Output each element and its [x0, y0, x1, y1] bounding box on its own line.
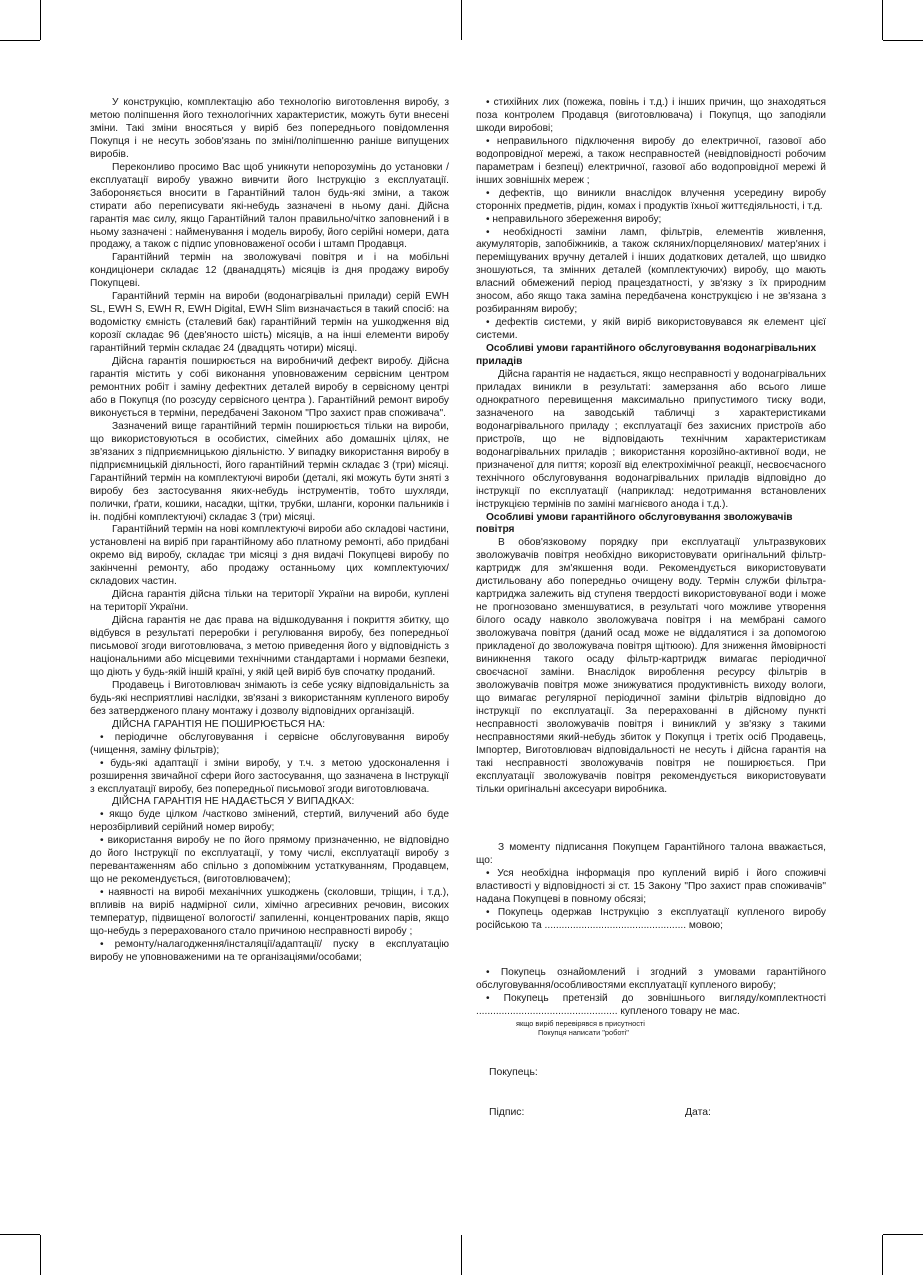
- bullet-item: • необхідності заміни ламп, фільтрів, елементів живлення, акумуляторів, запобіжників, а також скляних/порцелянових/ матер'яних і переміщуваних вручну деталей і інших додаткових деталей, що швидко зношуються, та змінних деталей (комплектуючих) виробу, що мають власний обмежений період працездатності, у зв'язку з їх природним зносом, або якщо така заміна передбачена конструкцією і не зв'язана з розбиранням виробу;: [476, 226, 826, 316]
- paragraph: ДІЙСНА ГАРАНТІЯ НЕ НАДАЄТЬСЯ У ВИПАДКАХ:: [112, 796, 355, 808]
- bullet-item: • періодичне обслуговування і сервісне обслуговування виробу (чищення, заміну фільтрів);: [90, 731, 449, 756]
- paragraph: ДІЙСНА ГАРАНТІЯ НЕ ПОШИРЮЄТЬСЯ НА:: [112, 718, 326, 730]
- crop-mark: [883, 1234, 923, 1235]
- bullet-item: • наявності на виробі механічних ушкоджень (сколовши, тріщин, і т.д.), впливів на виріб надмірної сили, хімічно агресивних речовин, високих температур, підвищеної вологості/ запиленні, концентрованих парів, якщо що-небудь з перерахованого стало причиною несправності виробу ;: [90, 887, 449, 937]
- crop-mark: [882, 1235, 883, 1275]
- buyer-label: Покупець:: [489, 1066, 538, 1078]
- signature-row: [489, 1107, 826, 1120]
- right-column: [476, 97, 826, 1120]
- fold-mark: [461, 1235, 462, 1275]
- bullet-item: • ремонту/налагодження/інсталяції/адаптації/ пуску в експлуатацію виробу не уповноваженими на те організаціями/особами;: [90, 938, 449, 963]
- bullet-item: • неправильного збереження виробу;: [486, 213, 662, 225]
- crop-mark: [883, 40, 923, 41]
- crop-mark: [0, 1234, 40, 1235]
- bullet-item: • дефектів, що виникли внаслідок влучення усередину виробу сторонніх предметів, рідин, комах і продуктів їхньої життєдіяльності, і т.д.: [476, 187, 826, 212]
- bullet-item: • Покупець одержав Інструкцію з експлуатації купленого виробу російською та .................................................. мовою;: [476, 906, 826, 931]
- paragraph: У конструкцію, комплектацію або технологію виготовлення виробу, з метою поліпшення його технологічних характеристик, можуть бути внесені зміни. Такі зміни вносяться у виріб без попереднього повідомлення Покупця і не несуть зобов'язань по зміні/поліпшенню раніше випущених виробів.: [90, 97, 449, 160]
- crop-mark: [882, 0, 883, 40]
- bullet-item: • Покупець претензій до зовнішнього вигляду/комплектності .................................................. купленого товару не мас.: [476, 992, 826, 1017]
- paragraph: Дійсна гарантія поширюється на виробничий дефект виробу. Дійсна гарантія містить у собі виконання уповноваженим сервісним центром ремонтних робіт і заміну дефектних деталей виробу в сервісному центрі або в Покупця (по розсуду сервісного центра ). Гарантійний ремонт виробу виконується в терміни, передбачені Законом "Про захист прав споживача".: [90, 356, 449, 419]
- paragraph: Дійсна гарантія не надається, якщо несправності у водонагрівальних приладах виникли в результаті: замерзання або всього лише однократного перевищення максимально припустимого тиску води, зазначеного на заводській табличці з характеристиками водонагрівального приладу ; експлуатації без захисних пристроїв або пристроїв, що не відповідають технічним характеристикам водонагрівальних приладів ; використання корозійно-активної води, не призначеної для пиття; корозії від електрохімічної реакції, несвоєчасного технічного обслуговування водонагрівальних приладів відповідно до інструкції по експлуатації (наприклад: недотримання встановлених інструкцією термінів по заміні магнієвого анода і т.д.).: [476, 369, 826, 510]
- bullet-item: • Уся необхідна інформація про куплений виріб і його споживчі властивості у відповідності зі ст. 15 Закону "Про захист прав споживачів" надана Покупцеві в повному обсязі;: [476, 867, 826, 905]
- spacer: [476, 807, 826, 832]
- section-heading: Особливі умови гарантійного обслуговування зволожувачів повітря: [476, 511, 793, 536]
- paragraph: Зазначений вище гарантійний термін поширюється тільки на вироби, що використовуються в особистих, сімейних або домашніх цілях, не зв'язаних з підприємницькою діяльністю. У випадку використання виробу в підприємницькій діяльності, його гарантійний термін складає 3 (три) місяці. Гарантійний термін на комплектуючі вироби (деталі, які можуть бути зняті з виробу без застосування яких-небудь інструментів, тобто шухляди, полички, ґрати, кошики, насадки, щітки, трубки, шланги, коронки пальників і ін. подібні комплектуючі) складає 3 (три) місяці.: [90, 420, 449, 523]
- paragraph: Гарантійний термін на вироби (водонагрівальні прилади) серій EWH SL, EWH S, EWH R, EWH Digital, EWH Slim визначається в такий спосіб: на водомістку ємність (сталевий бак) гарантійний термін на ушкодження від корозії складає 96 (дев'яносто шість) місяців, а на інші елементи виробу гарантійний термін складає 24 (двадцять чотири) місяці.: [90, 291, 449, 355]
- paragraph: Дійсна гарантія не дає права на відшкодування і покриття збитку, що відбувся в результаті переробки і регулювання виробу, без попередньої письмової згоди виготовлювача, з метою приведення його у відповідність з національними або місцевими технічними стандартами і нормами безпеки, що діють у будь-якій іншій країні, у якій цей виріб був спочатку проданий.: [90, 615, 449, 678]
- bullet-item: • неправильного підключення виробу до електричної, газової або водопровідної мережі, а також несправностей (невідповідності робочим параметрам і безпеці) електричної, газової або водопровідної мережі й інших зовнішніх мереж ;: [476, 135, 826, 186]
- bullet-item: • будь-які адаптації і зміни виробу, у т.ч. з метою удосконалення і розширення звичайної сфери його застосування, що зазначена в Інструкції з експлуатації виробу, без попередньої письмової згоди виготовлювача.: [90, 757, 449, 795]
- crop-mark: [40, 1235, 41, 1275]
- crop-mark: [0, 40, 40, 41]
- paragraph: Переконливо просимо Вас щоб уникнути непорозумінь до установки /експлуатації виробу уважно вивчити його Інструкцію з експлуатації. Забороняється вносити в Гарантійний талон будь-які зміни, а також стирати або переписувати які-небудь зазначені в ньому дані. Дійсна гарантія має силу, якщо Гарантійний талон правильно/чітко заповнений і в ньому зазначені : найменування і модель виробу, його серійні номери, дата продажу, а також с підпис уповноваженої особи і штамп Продавця.: [90, 161, 449, 251]
- bullet-item: • стихійних лих (пожежа, повінь і т.д.) і інших причин, що знаходяться поза контролем Продавця (виготовлювача) і Покупця, що заподіяли шкоди виробові;: [476, 97, 826, 134]
- note-line-1: якщо виріб перевірявся в присутності: [516, 1018, 645, 1028]
- spacer: [476, 943, 826, 957]
- crop-mark: [40, 0, 41, 40]
- paragraph: Дійсна гарантія дійсна тільки на території України на вироби, куплені на території України.: [90, 589, 449, 614]
- bullet-item: • якщо буде цілком /частково змінений, стертий, вилучений або буде нерозбірливий серійний номер виробу;: [90, 809, 449, 834]
- signature-label: Підпис:: [489, 1106, 525, 1118]
- date-label: Дата:: [685, 1106, 711, 1118]
- bullet-item: • дефектів системи, у якій виріб використовувався як елемент цієї системи.: [476, 317, 826, 342]
- paragraph: Гарантійний термін на зволожувачі повітря и і на мобільні кондиціонери складає 12 (дванадцять) місяців із дня продажу виробу Покупцеві.: [90, 252, 449, 290]
- note-line-2: Покупця написати "роботі": [538, 1027, 629, 1037]
- bullet-item: • використання виробу не по його прямому призначенню, не відповідно до його Інструкції по експлуатації, у тому числі, експлуатації виробу з перевантаженням або спільно з допоміжним устаткуванням, Продавцем, що не рекомендується, (виготовлювачем);: [90, 835, 449, 886]
- section-heading: Особливі умови гарантійного обслуговування водонагрівальних приладів: [476, 343, 817, 368]
- paragraph: З моменту підписання Покупцем Гарантійного талона вважається, що:: [476, 841, 826, 866]
- left-column: [90, 97, 449, 965]
- paragraph: Продавець і Виготовлювач знімають із себе усяку відповідальність за будь-які несприятливі наслідки, зв'язані з використанням купленого виробу без затвердженого плану монтажу і дозволу відповідних організацій.: [90, 679, 449, 717]
- bullet-item: • Покупець ознайомлений і згодний з умовами гарантійного обслуговування/особливостями експлуатації купленого виробу;: [476, 966, 826, 991]
- paragraph: Гарантійний термін на нові комплектуючі вироби або складові частини, установлені на виріб при гарантійному або платному ремонті, або придбані окремо від виробу, складає три місяці з дня видачі Покупцеві виробу по закінченні ремонту, або продажу останньому цих комплектуючих/складових частин.: [90, 524, 449, 588]
- paragraph: В обов'язковому порядку при експлуатації ультразвукових зволожувачів повітря необхідно використовувати оригінальний фільтр-картридж для зм'якшення води. Рекомендується використовувати дистильовану або попередньо очищену воду. Термін служби фільтра-картриджа залежить від ступеня твердості використовуваної води і може не прогнозовано зменшуватися, в результаті чого можливе утворення білого осаду навколо зволожувача повітря і на мембрані самого зволожувача повітря (даний осад може не віддалятися і за допомогою прикладеної до зволожувача повітря щітюою). Для зниження ймовірності виникнення такого осаду фільтр-картридж вимагає періодичної своєчасної заміни. Внаслідок вироблення ресурсу фільтрів в зволожувачів повітря може знижуватися продуктивність виходу вологи, що вимагає регулярної періодичної заміни фільтрів відповідно до інструкції по експлуатації. За перерахованні в дійсному пункті несправності зволожувачів повітря і виниклий у зв'язку з такими несправностями який-небудь збиток у Покупця і третіх осіб Продавець, Імпортер, Виготовлювач відповідальності не несуть і дійсна гарантія на такі несправності зволожувачів повітря не поширюється. При експлуатації зволожувачів повітря рекомендується використовувати тільки оригінальні аксесуари виробника.: [476, 537, 826, 795]
- fold-mark: [461, 0, 462, 40]
